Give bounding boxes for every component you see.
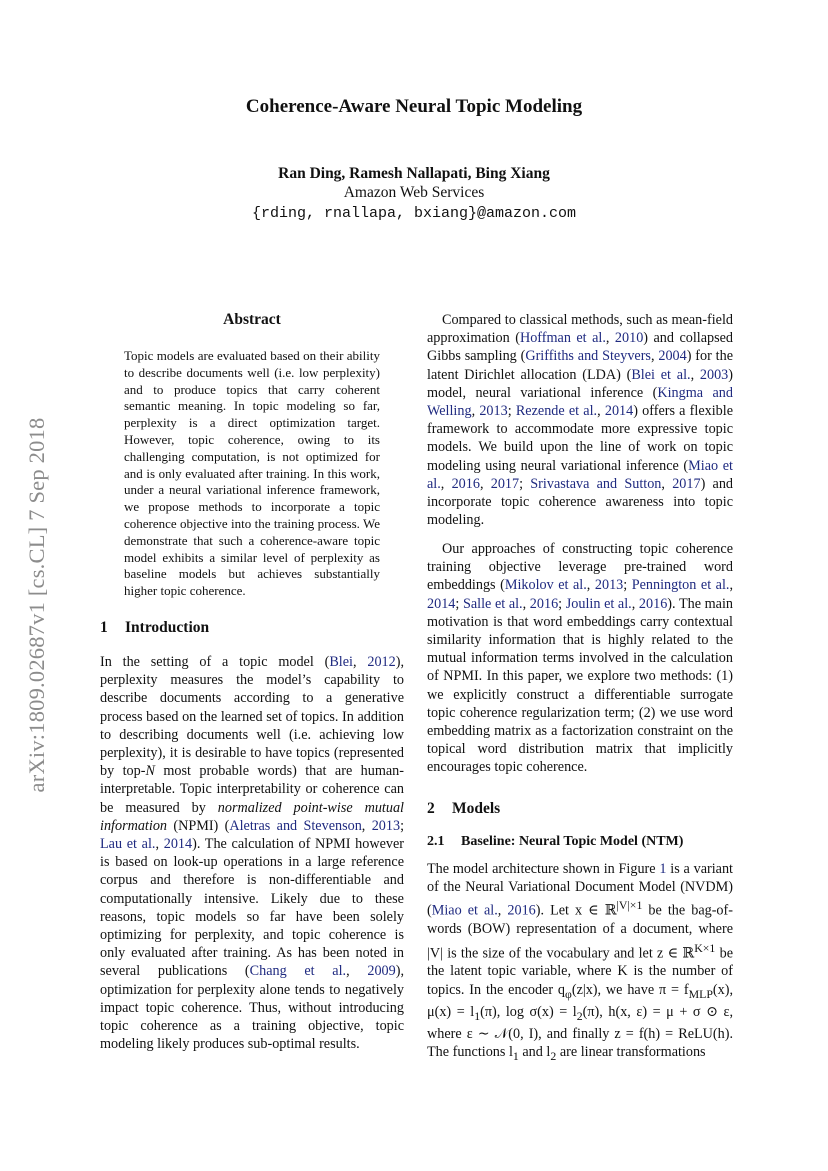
section-title: Introduction — [125, 619, 210, 636]
citation-link[interactable]: 2016 — [507, 903, 536, 920]
citation-link[interactable]: 2014 — [163, 836, 193, 853]
citation-link[interactable]: 2003 — [699, 366, 729, 383]
intro-paragraph: In the setting of a topic model (Blei, 2012), perplexity measures the model’s capability to describe documents according to a generative process based on the learned set of topics. In addition to describing documents well (i.e. achieving low perplexity), it is desirable to have topics (represented by top-N most probable words) that are human-interpretable. Topic interpretability or coherence can be measured by normalized point-wise mutual information (NPMI) (Aletras and Stevenson, 2013; Lau et al., 2014). The calculation of NPMI however is based on look-up operations in a large reference corpus and therefore is non-differentiable and computationally intensive. Likely due to these reasons, topic models so far have been solely optimizing for perplexity, and topic coherence is only evaluated after training. As has been noted in several publications (Chang et al., 2009), optimization for perplexity alone tends to negatively impact topic coherence. Thus, without introducing topic coherence as a training objective, topic modeling likely produces sub-optimal results. — [100, 654, 405, 1053]
citation-link[interactable]: 2017 — [672, 475, 701, 492]
paper-affiliation: Amazon Web Services — [343, 184, 485, 201]
citation-link[interactable]: 2013 — [594, 577, 624, 594]
citation-link[interactable]: Hoffman et al. — [519, 330, 606, 347]
citation-link[interactable]: 2009 — [367, 963, 396, 980]
emphasis-text: normalized point-wise mutual information — [100, 799, 404, 834]
related-methods-paragraph: Compared to classical methods, such as mean-field approximation (Hoffman et al., 2010) and collapsed Gibbs sampling (Griffiths and Steyvers, 2004) for the latent Dirichlet allocation (LDA) (Blei et al., 2003) model, neural variational inference (Kingma and Welling, 2013; Rezende et al., 2014) offers a flexible framework to accommodate more expressive topic models. We build upon the line of work on topic modeling using neural variational inference (Miao et al., 2016, 2017; Srivastava and Sutton, 2017) and incorporate topic coherence awareness into topic modeling. — [427, 312, 734, 529]
abstract-heading: Abstract — [223, 311, 281, 328]
citation-link[interactable]: 2017 — [490, 475, 520, 492]
citation-link[interactable]: 2004 — [658, 348, 687, 365]
citation-link[interactable]: 2010 — [614, 330, 644, 347]
subsection-title: Baseline: Neural Topic Model (NTM) — [461, 834, 684, 849]
citation-link[interactable]: Joulin et al. — [565, 595, 632, 612]
section-heading-models — [427, 800, 500, 818]
citation-link[interactable]: Griffiths and Steyvers — [525, 348, 651, 365]
model-architecture-paragraph: The model architecture shown in Figure 1 is a variant of the Neural Variational Document Model (NVDM) (Miao et al., 2016). Let x ∈ ℝ$^{|V|\times 1}$ be the bag-of-words (BOW) representation of a document, where |V| is the size of the vocabulary and let z ∈ ℝ$^{K\times 1}$ be the latent topic variable, where K is the number of topics. In the encoder $q_\varphi(z|x)$, we have $\pi = f_{MLP}(x)$, $\mu(x) = l_1(\pi)$, $\log \sigma(x) = l_2(\pi)$, h(x, ε) = μ + σ ⊙ ε, where ε ∼ 𝒩(0, I), and finally z = f(h) = ReLU(h). The functions $l_1$ and $l_2$ are linear transformations — [427, 861, 734, 1063]
citation-link[interactable]: 2016 — [638, 595, 668, 612]
citation-link[interactable]: 2014 — [427, 595, 456, 612]
paper-email: {rding, rnallapa, bxiang}@amazon.com — [251, 205, 577, 222]
citation-link[interactable]: 2016 — [451, 475, 480, 492]
paper-title: Coherence-Aware Neural Topic Modeling — [245, 96, 583, 117]
abstract-text: Topic models are evaluated based on their ability to describe documents well (i.e. low perplexity) and to produce topics that carry coherent semantic meaning. In topic modeling so far, perplexity is a direct optimization target. However, topic coherence, owing to its challenging computation, is not optimized for and is only evaluated after training. In this work, under a neural variational inference framework, we propose methods to incorporate a topic coherence objective into the training process. We demonstrate that such a coherence-aware topic model exhibits a similar level of perplexity as baseline models but achieves substantially higher topic coherence. — [124, 348, 380, 599]
citation-link[interactable]: 2014 — [604, 403, 634, 420]
citation-link[interactable]: 2012 — [367, 654, 396, 670]
citation-link[interactable]: Blei — [329, 654, 353, 670]
approach-paragraph: Our approaches of constructing topic coherence training objective leverage pre-trained word embeddings (Mikolov et al., 2013; Pennington et al., 2014; Salle et al., 2016; Joulin et al., 2016). The main motivation is that word embeddings carry contextual similarity information that is highly related to the mutual information terms involved in the calculation of NPMI. In this paper, we explore two methods: (1) we explicitly construct a differentiable surrogate topic coherence regularization term; (2) we use word embedding matrix as a factorization constraint on the topical word distribution matrix that implicitly encourages topic coherence. — [427, 541, 733, 776]
subsection-number: 2.1 — [427, 834, 445, 849]
section-title: Models — [452, 800, 501, 817]
figure-link[interactable]: 1 — [659, 861, 667, 877]
citation-link[interactable]: Miao et al. — [427, 457, 733, 492]
citation-link[interactable]: Blei et al. — [631, 366, 691, 383]
citation-link[interactable]: Salle et al. — [462, 595, 523, 612]
citation-link[interactable]: 2013 — [371, 817, 401, 834]
citation-link[interactable]: Rezende et al. — [515, 403, 598, 420]
citation-link[interactable]: Chang et al. — [249, 963, 347, 980]
section-number: 1 — [100, 619, 108, 636]
citation-link[interactable]: Lau et al. — [100, 836, 156, 853]
citation-link[interactable]: Srivastava and Sutton — [530, 475, 662, 492]
citation-link[interactable]: 2013 — [479, 403, 508, 420]
citation-link[interactable]: Aletras and Stevenson — [229, 817, 362, 834]
section-number: 2 — [427, 800, 435, 817]
arxiv-sidebar-id: arXiv:1809.02687v1 [cs.CL] 7 Sep 2018 — [24, 417, 49, 793]
citation-link[interactable]: Kingma and Welling — [427, 384, 733, 420]
citation-link[interactable]: Miao et al. — [431, 903, 498, 920]
paper-authors: Ran Ding, Ramesh Nallapati, Bing Xiang — [278, 165, 550, 182]
citation-link[interactable]: 2016 — [529, 595, 559, 612]
section-heading-introduction — [100, 619, 209, 637]
citation-link[interactable]: Mikolov et al. — [504, 577, 587, 594]
citation-link[interactable]: Pennington et al. — [631, 577, 730, 594]
subsection-heading-baseline — [427, 834, 683, 850]
